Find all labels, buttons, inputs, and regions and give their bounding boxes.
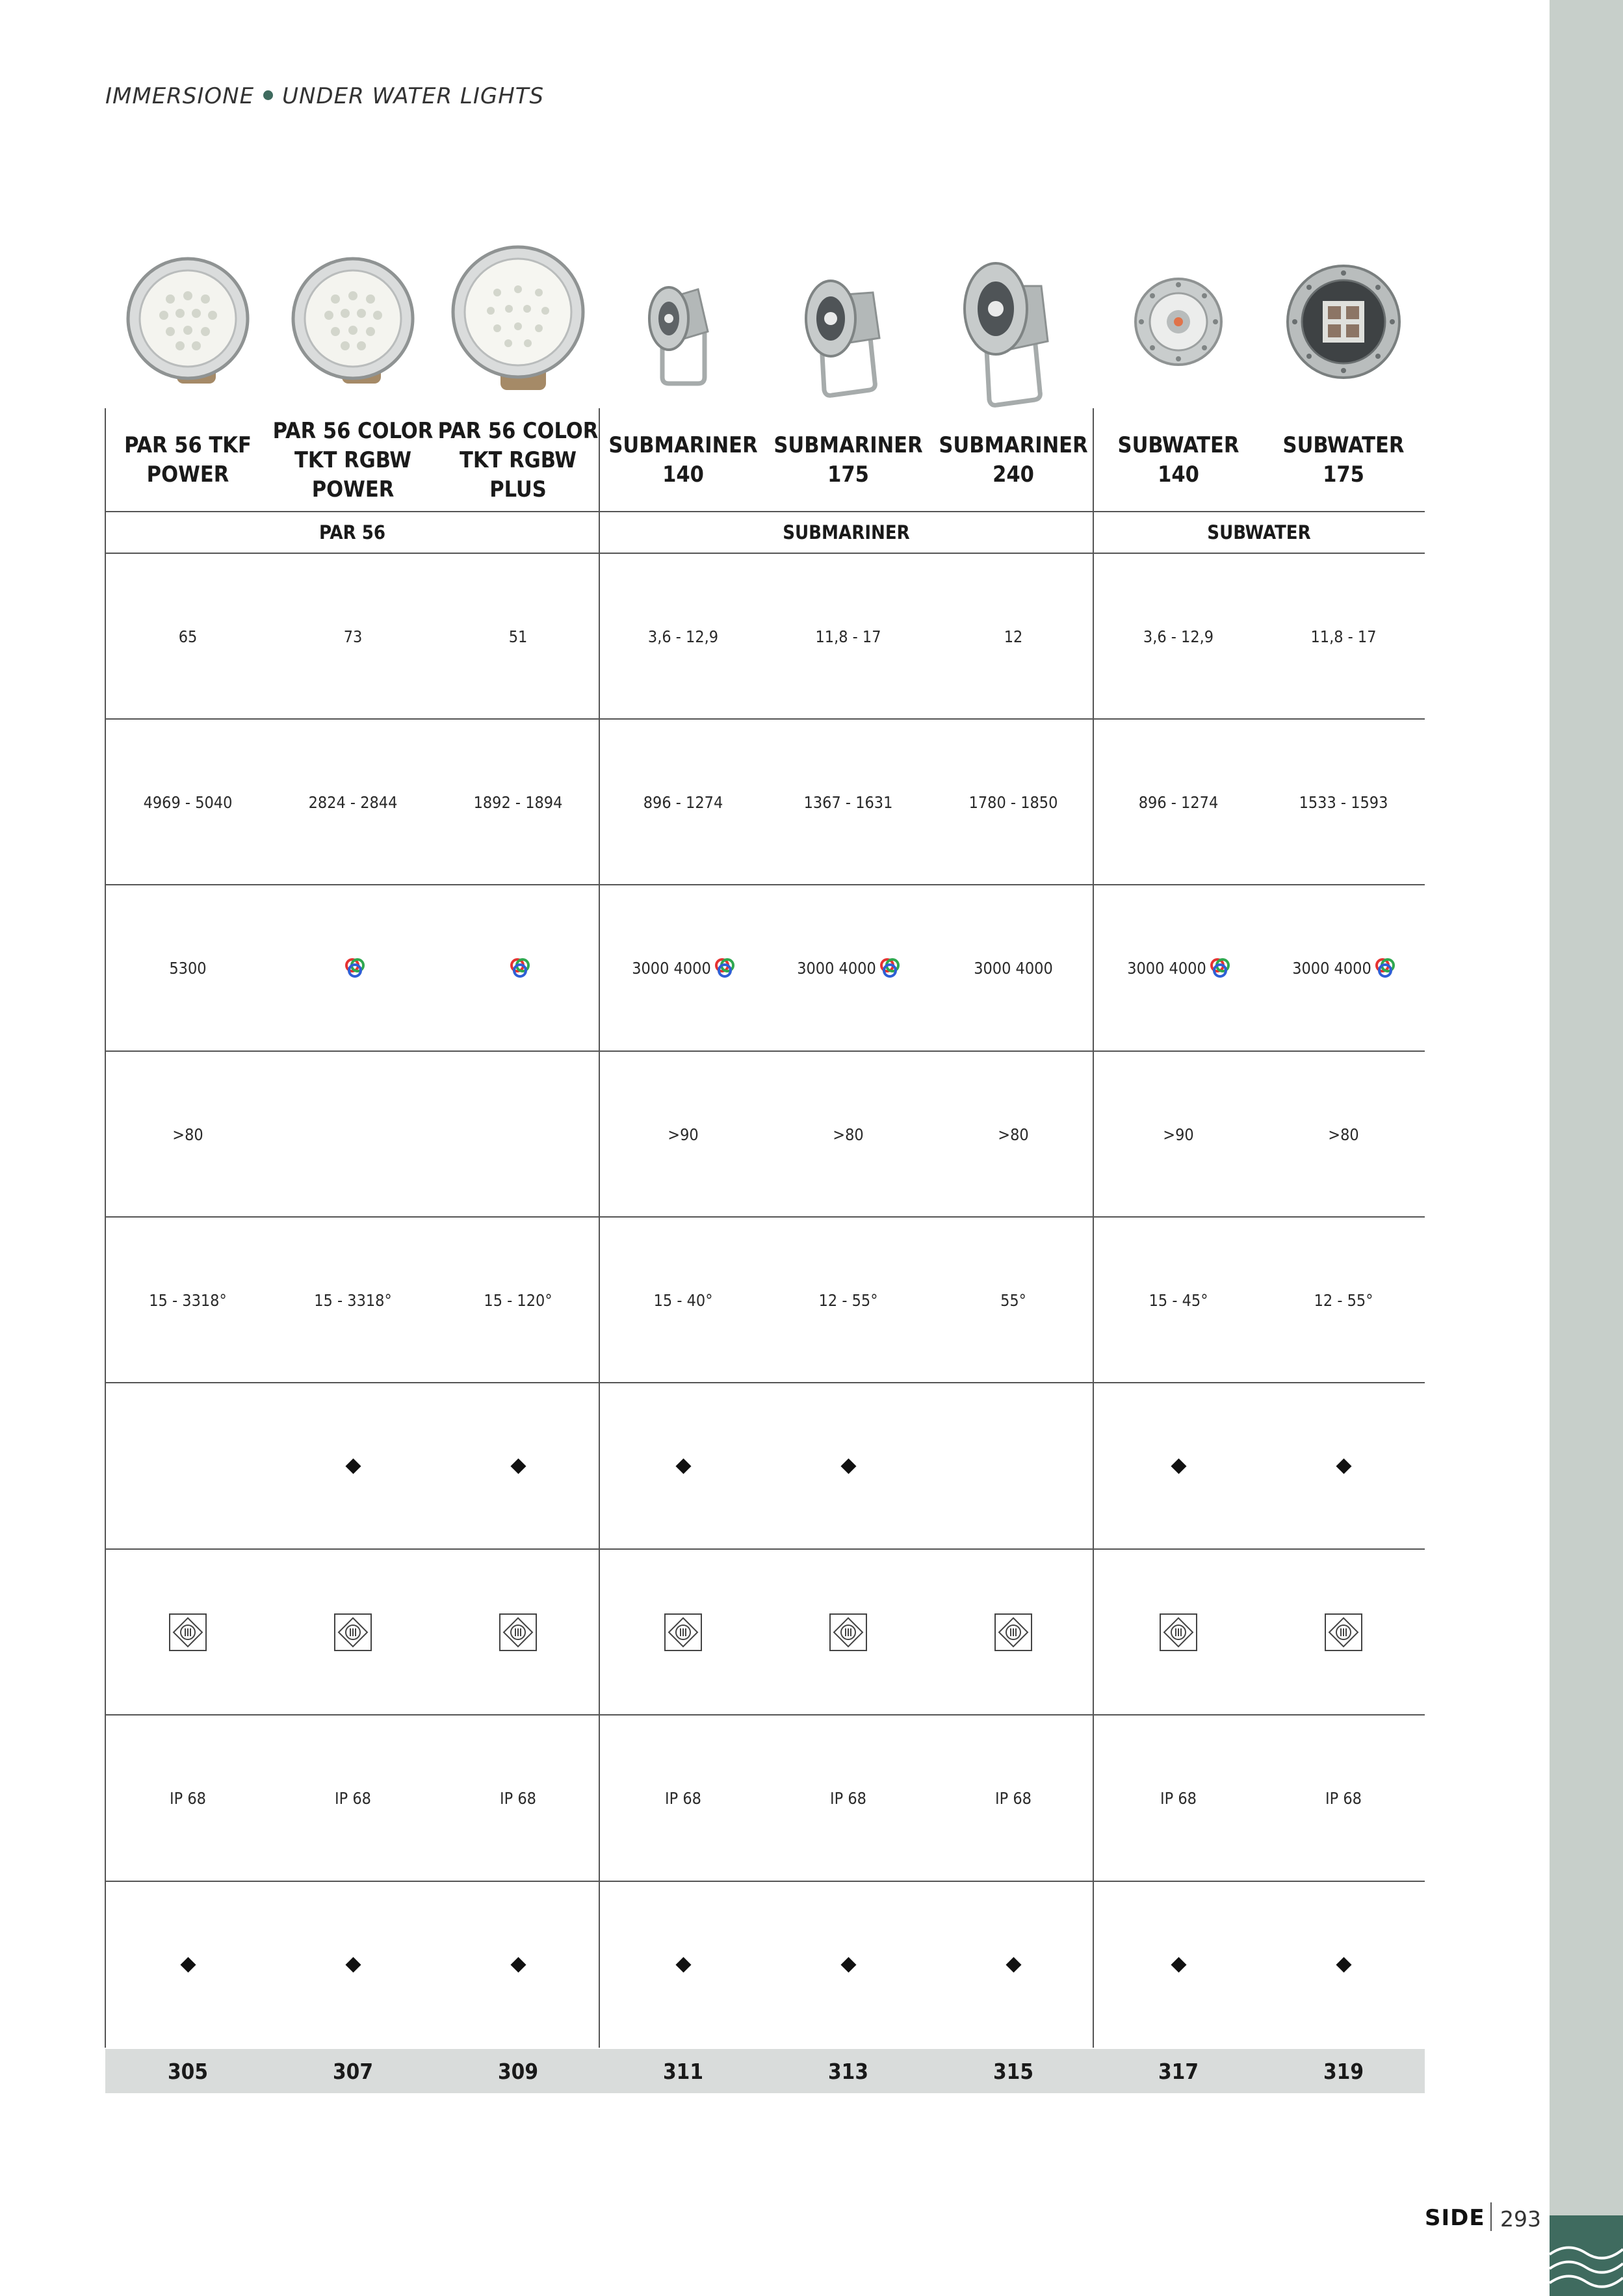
page-reference[interactable]: 313 [828, 2058, 868, 2084]
feature-diamond-icon [345, 1458, 361, 1474]
page-reference[interactable]: 315 [993, 2058, 1033, 2084]
spec-cell [435, 1715, 601, 1881]
feature-diamond-icon [510, 1458, 526, 1474]
feature-diamond-icon [345, 1957, 361, 1972]
spec-value: 1533 - 1593 [1299, 792, 1388, 812]
spec-value: 3,6 - 12,9 [647, 627, 719, 646]
spec-cell [105, 1882, 270, 2047]
spec-cell [1261, 554, 1426, 719]
spec-value: 4969 - 5040 [143, 792, 233, 812]
insulation-class-iii-icon [1325, 1613, 1362, 1651]
family-label-subwater: SUBWATER [1207, 521, 1311, 543]
product-photo-submariner-175 [766, 228, 931, 410]
product-name: PAR 56 TKF POWER [124, 432, 252, 488]
spec-cell [601, 1383, 766, 1548]
feature-diamond-icon [675, 1458, 691, 1474]
separator-dot-icon [263, 90, 273, 100]
spec-cell [931, 1383, 1096, 1548]
spec-cell [1261, 1218, 1426, 1383]
page-header [105, 83, 544, 109]
page-reference[interactable]: 307 [333, 2058, 373, 2084]
insulation-class-iii-icon [1160, 1613, 1197, 1651]
page-reference[interactable]: 319 [1323, 2058, 1364, 2084]
side-band [1550, 0, 1623, 2296]
spec-cell [270, 885, 435, 1050]
spec-value: IP 68 [500, 1788, 536, 1808]
spec-cell [270, 1218, 435, 1383]
spec-cell [435, 885, 601, 1050]
spec-cell [435, 1550, 601, 1715]
spec-cell [105, 1218, 270, 1383]
spec-cell [766, 885, 931, 1050]
spec-value: IP 68 [335, 1788, 371, 1808]
spec-value: 12 - 55° [1314, 1290, 1373, 1310]
rgb-color-icon [880, 958, 900, 978]
spec-cell [601, 1550, 766, 1715]
feature-diamond-icon [510, 1957, 526, 1972]
spec-cell [766, 1715, 931, 1881]
product-name: SUBMARINER 175 [773, 432, 923, 488]
family-label-submariner: SUBMARINER [783, 521, 910, 543]
spec-value: >90 [1163, 1125, 1194, 1144]
page-reference[interactable]: 311 [663, 2058, 703, 2084]
spec-value: 1780 - 1850 [968, 792, 1058, 812]
spec-cell [1261, 885, 1426, 1050]
spec-cell [435, 554, 601, 719]
product-photo-par56-tkf [105, 228, 270, 410]
spec-cell [601, 554, 766, 719]
spec-cell [1096, 1715, 1261, 1881]
spec-cell [1096, 1550, 1261, 1715]
header-category: IMMERSIONE [105, 83, 255, 109]
spec-cell [105, 1052, 270, 1217]
product-photo-subwater-140 [1096, 228, 1261, 410]
product-photo-par56-color-power [270, 228, 435, 410]
spec-value: 11,8 - 17 [815, 627, 881, 646]
product-name: PAR 56 COLOR TKT RGBW PLUS [437, 417, 599, 502]
spec-cell [601, 885, 766, 1050]
spec-cell [435, 1882, 601, 2047]
spec-cell [1261, 720, 1426, 885]
spec-value: 73 [343, 627, 363, 646]
rgb-color-icon [1210, 958, 1230, 978]
spec-cell [931, 885, 1096, 1050]
spec-value: IP 68 [1325, 1788, 1362, 1808]
feature-diamond-icon [1171, 1957, 1186, 1972]
spec-cell [105, 1715, 270, 1881]
spec-value: 65 [178, 627, 198, 646]
spec-value: 15 - 45° [1149, 1290, 1208, 1310]
page-reference[interactable]: 305 [168, 2058, 208, 2084]
spec-value: 1892 - 1894 [473, 792, 563, 812]
spec-cell [105, 720, 270, 885]
spec-cell [270, 1052, 435, 1217]
product-photo-par56-color-plus [435, 228, 601, 410]
product-name: SUBWATER 140 [1117, 432, 1240, 488]
spec-value: 896 - 1274 [1138, 792, 1219, 812]
spec-cell [105, 885, 270, 1050]
spec-value: IP 68 [665, 1788, 701, 1808]
spec-value: 2824 - 2844 [308, 792, 398, 812]
insulation-class-iii-icon [499, 1613, 537, 1651]
product-photo-submariner-140 [601, 228, 766, 410]
spec-cell [766, 1550, 931, 1715]
spec-value: >80 [1328, 1125, 1359, 1144]
spec-cell [601, 1882, 766, 2047]
spec-value: 3000 4000 [797, 958, 876, 978]
spec-value: 3000 4000 [632, 958, 711, 978]
insulation-class-iii-icon [664, 1613, 702, 1651]
product-photo-submariner-240 [931, 228, 1096, 410]
spec-cell [270, 1882, 435, 2047]
insulation-class-iii-icon [829, 1613, 867, 1651]
spec-value: 15 - 3318° [149, 1290, 227, 1310]
spec-value: 3000 4000 [1127, 958, 1206, 978]
spec-value: 12 [1004, 627, 1023, 646]
feature-diamond-icon [1336, 1957, 1351, 1972]
footer-brand: SIDE [1425, 2205, 1485, 2231]
product-name: SUBMARINER 140 [608, 432, 758, 488]
insulation-class-iii-icon [994, 1613, 1032, 1651]
family-label-par56: PAR 56 [318, 521, 386, 543]
spec-cell [1096, 720, 1261, 885]
spec-cell [1096, 554, 1261, 719]
spec-cell [766, 1882, 931, 2047]
rgb-color-icon [510, 958, 530, 978]
spec-value: 51 [508, 627, 528, 646]
spec-cell [601, 1052, 766, 1217]
feature-diamond-icon [180, 1957, 196, 1972]
page-reference[interactable]: 309 [498, 2058, 538, 2084]
spec-cell [931, 1052, 1096, 1217]
spec-value: >90 [668, 1125, 699, 1144]
feature-diamond-icon [675, 1957, 691, 1972]
spec-cell [1261, 1715, 1426, 1881]
spec-cell [270, 1550, 435, 1715]
insulation-class-iii-icon [334, 1613, 372, 1651]
spec-cell [1261, 1550, 1426, 1715]
header-subtitle: UNDER WATER LIGHTS [282, 83, 545, 109]
spec-value: 11,8 - 17 [1310, 627, 1377, 646]
spec-cell [105, 1550, 270, 1715]
spec-cell [1096, 1218, 1261, 1383]
rgb-color-icon [715, 958, 734, 978]
spec-cell [270, 720, 435, 885]
spec-value: >80 [172, 1125, 203, 1144]
spec-value: IP 68 [830, 1788, 866, 1808]
spec-cell [766, 1383, 931, 1548]
spec-value: 5300 [169, 958, 207, 978]
product-photo-subwater-175 [1261, 228, 1426, 410]
feature-diamond-icon [1171, 1458, 1186, 1474]
spec-cell [601, 1715, 766, 1881]
spec-cell [1096, 1052, 1261, 1217]
insulation-class-iii-icon [169, 1613, 207, 1651]
rgb-color-icon [1375, 958, 1395, 978]
wave-logo-icon [1550, 2215, 1623, 2296]
spec-value: IP 68 [1160, 1788, 1197, 1808]
product-name: SUBWATER 175 [1282, 432, 1405, 488]
spec-cell [435, 1218, 601, 1383]
product-name: PAR 56 COLOR TKT RGBW POWER [272, 417, 434, 502]
spec-cell [1261, 1882, 1426, 2047]
spec-cell [766, 554, 931, 719]
spec-value: 12 - 55° [818, 1290, 878, 1310]
feature-diamond-icon [840, 1957, 856, 1972]
footer-page-number: 293 [1500, 2206, 1541, 2232]
footer-separator [1490, 2202, 1492, 2231]
spec-value: >80 [833, 1125, 864, 1144]
spec-cell [435, 1383, 601, 1548]
spec-cell [270, 554, 435, 719]
spec-cell [270, 1715, 435, 1881]
product-name: SUBMARINER 240 [939, 432, 1088, 488]
spec-value: 55° [1000, 1290, 1026, 1310]
spec-cell [105, 1383, 270, 1548]
spec-value: IP 68 [995, 1788, 1032, 1808]
spec-cell [1096, 885, 1261, 1050]
spec-value: 1367 - 1631 [803, 792, 893, 812]
spec-value: 896 - 1274 [643, 792, 723, 812]
spec-value: IP 68 [170, 1788, 206, 1808]
feature-diamond-icon [1006, 1957, 1021, 1972]
spec-cell [766, 720, 931, 885]
feature-diamond-icon [1336, 1458, 1351, 1474]
spec-value: 3000 4000 [1292, 958, 1371, 978]
spec-cell [601, 1218, 766, 1383]
page-reference[interactable]: 317 [1158, 2058, 1199, 2084]
spec-value: 15 - 3318° [314, 1290, 392, 1310]
spec-cell [435, 1052, 601, 1217]
spec-cell [601, 720, 766, 885]
spec-cell [931, 554, 1096, 719]
spec-value: 3000 4000 [974, 958, 1053, 978]
spec-cell [1096, 1882, 1261, 2047]
spec-cell [270, 1383, 435, 1548]
spec-value: 3,6 - 12,9 [1143, 627, 1214, 646]
spec-cell [766, 1052, 931, 1217]
spec-value: >80 [998, 1125, 1029, 1144]
spec-cell [931, 1218, 1096, 1383]
feature-diamond-icon [840, 1458, 856, 1474]
spec-value: 15 - 40° [653, 1290, 713, 1310]
rgb-color-icon [345, 958, 365, 978]
spec-cell [1261, 1383, 1426, 1548]
spec-cell [931, 720, 1096, 885]
spec-cell [435, 720, 601, 885]
spec-value: 15 - 120° [484, 1290, 552, 1310]
spec-cell [931, 1882, 1096, 2047]
spec-cell [105, 554, 270, 719]
spec-cell [931, 1715, 1096, 1881]
spec-cell [1096, 1383, 1261, 1548]
spec-cell [766, 1218, 931, 1383]
spec-cell [1261, 1052, 1426, 1217]
spec-cell [931, 1550, 1096, 1715]
